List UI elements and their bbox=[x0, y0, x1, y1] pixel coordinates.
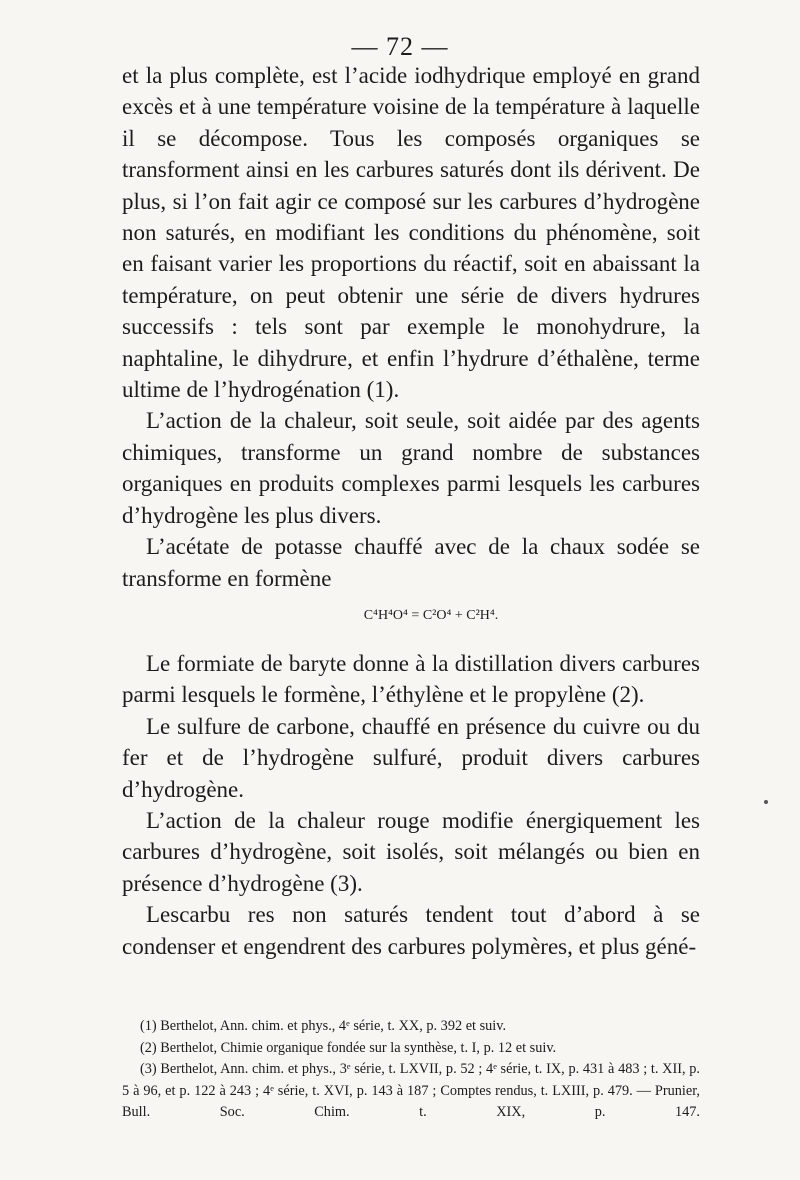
footnote: (3) Berthelot, Ann. chim. et phys., 3ᵉ série, t. LXVII, p. 52 ; 4ᵉ série, t. IX, p. 431 à 483 ; t. XII, p. 5 à 96, et p. 122 à 243 ; 4ᵉ série, t. XVI, p. 143 à 187 ; Comptes rendus, t. LXIII, p. 479. — Prunier, Bull. Soc. Chim. t. XIX, p. 147. bbox=[122, 1061, 700, 1120]
paragraph: Lescarbu res non saturés tendent tout d’abord à se condenser et engendrent des carbures polymères, et plus géné- bbox=[122, 902, 700, 959]
chemical-formula: C⁴H⁴O⁴ = C²O⁴ + C²H⁴. bbox=[363, 607, 499, 623]
footnote: (2) Berthelot, Chimie organique fondée sur la synthèse, t. I, p. 12 et suiv. bbox=[140, 1039, 557, 1056]
paragraph: et la plus complète, est l’acide iodhydrique employé en grand excès et à une température voisine de la température à laquelle il se décompose. Tous les composés organiques se transforment ainsi en les carbures saturés dont ils dérivent. De plus, si l’on fait agir ce composé sur les carbures d’hydrogène non saturés, en modifiant les conditions du phénomène, soit en faisant varier les proportions du réactif, soit en abaissant la température, on peut obtenir une série de divers hydrures successifs : tels sont par exemple le monohydrure, la naphtaline, le dihydrure, et enfin l’hydrure d’éthalène, terme ultime de l’hydrogénation (1). bbox=[122, 63, 700, 403]
paragraph: L’acétate de potasse chauffé avec de la chaux sodée se transforme en formène bbox=[122, 534, 700, 591]
footnote: (1) Berthelot, Ann. chim. et phys., 4ᵉ série, t. XX, p. 392 et suiv. bbox=[140, 1018, 507, 1034]
scan-speck bbox=[764, 800, 768, 804]
paragraph: Le sulfure de carbone, chauffé en présence du cuivre ou du fer et de l’hydrogène sulfuré, produit divers carbures d’hydrogène. bbox=[122, 713, 700, 802]
page-number: — 72 — bbox=[351, 32, 449, 61]
paragraph: Le formiate de baryte donne à la distillation divers carbures parmi lesquels le formène, l’éthylène et le propylène (2). bbox=[122, 650, 700, 708]
paragraph: L’action de la chaleur, soit seule, soit aidée par des agents chimiques, transforme un grand nombre de substances organiques en produits complexes parmi lesquels les carbures d’hydrogène les plus divers. bbox=[122, 408, 700, 528]
paragraph: L’action de la chaleur rouge modifie énergiquement les carbures d’hydrogène, soit isolés, soit mélangés ou bien en présence d’hydrogène (3). bbox=[122, 807, 700, 896]
footnotes bbox=[122, 1016, 700, 1124]
body-text bbox=[122, 60, 700, 962]
